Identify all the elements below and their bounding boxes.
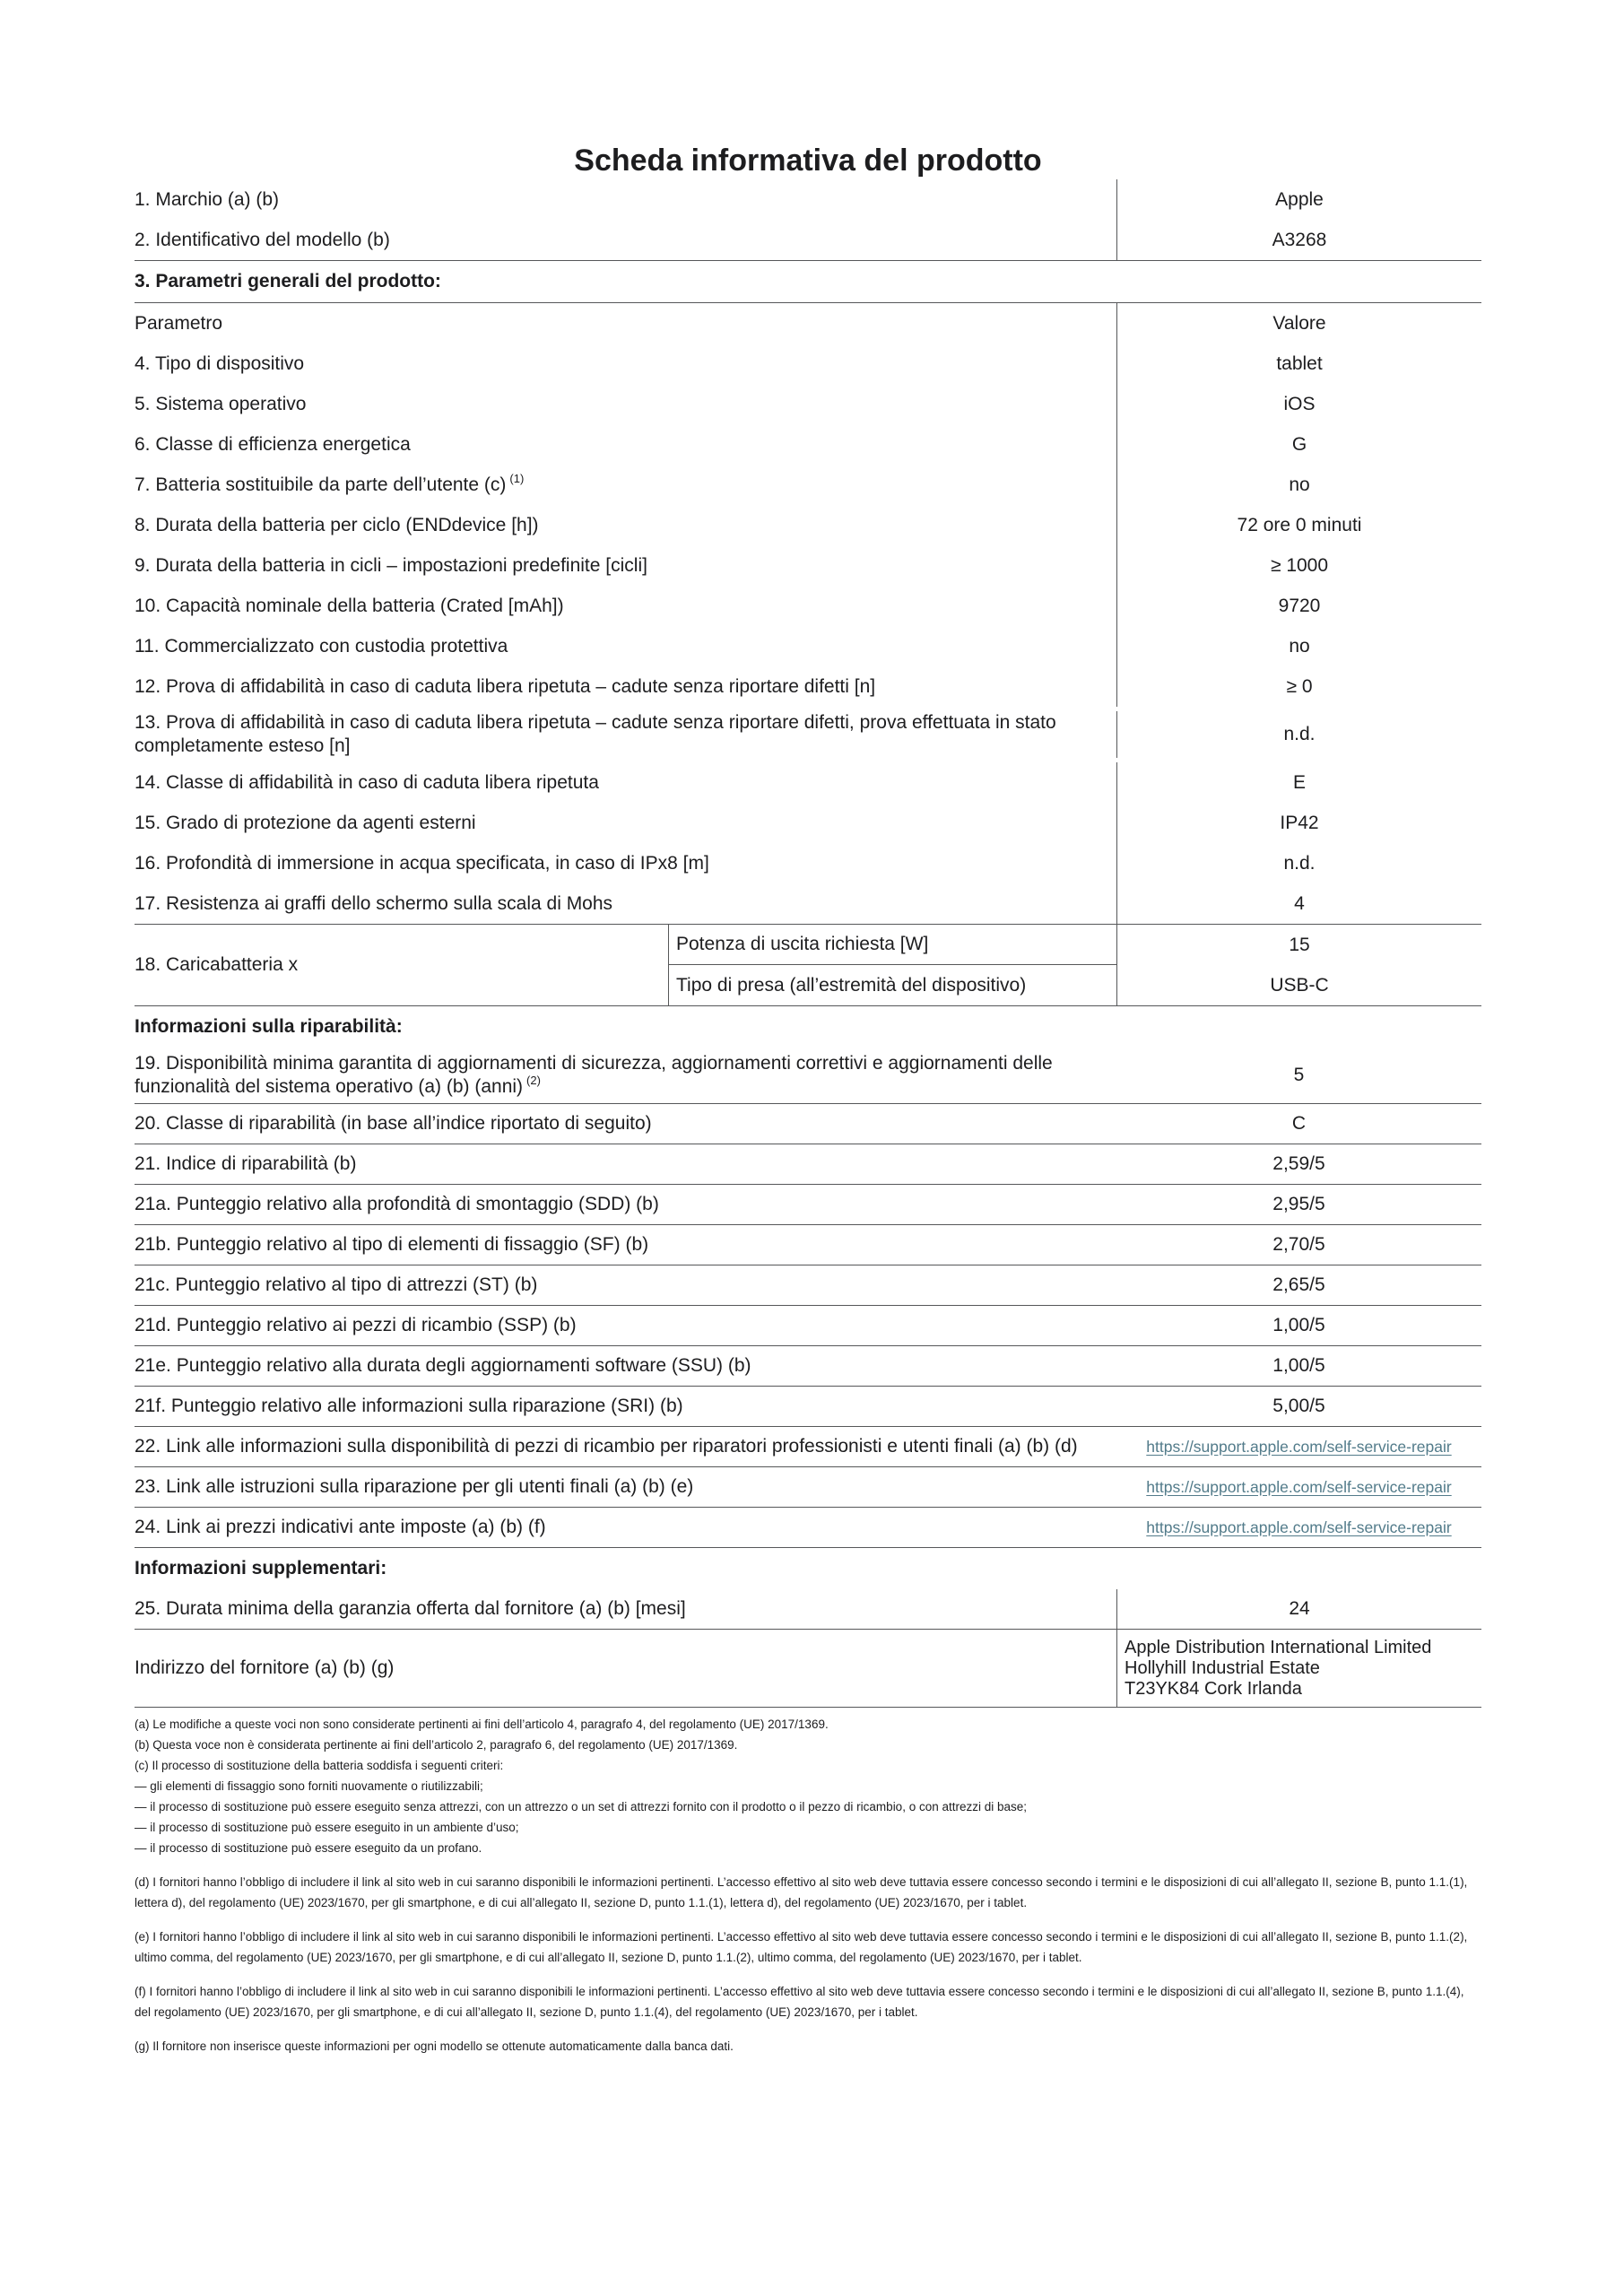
row-label: 13. Prova di affidabilità in caso di caduta libera ripetuta – cadute senza riportare difetti, prova effettuata in stato completamente esteso [n] xyxy=(135,712,1056,756)
row-punteggio-sdd xyxy=(135,1185,1481,1225)
row-label: 21d. Punteggio relativo ai pezzi di ricambio (SSP) (b) xyxy=(135,1315,577,1335)
row-punteggio-sri xyxy=(135,1387,1481,1427)
repairability-heading: Informazioni sulla riparabilità: xyxy=(135,1016,403,1037)
row-value: IP42 xyxy=(1116,803,1481,843)
row-value: G xyxy=(1116,424,1481,465)
row-punteggio-ssu xyxy=(135,1346,1481,1387)
row-label: 5. Sistema operativo xyxy=(135,393,307,414)
footnote-d: (d) I fornitori hanno l’obbligo di includere il link al sito web in cui saranno disponibili le informazioni pertinenti. L’accesso effettivo al sito web deve tuttavia essere concesso secondo i termini e le disposizioni di cui all’allegato II, sezione B, punto 1.1.(1), lettera d), del regolamento (UE) 2023/1670, per gli smartphone, e di cui all’allegato II, sezione D, punto 1.1.(1), lettera d), del regolamento (UE) 2023/1670, per i tablet. xyxy=(135,1875,1468,1909)
row-label: 8. Durata della batteria per ciclo (ENDdevice [h]) xyxy=(135,514,539,535)
row-label: 25. Durata minima della garanzia offerta dal fornitore (a) (b) [mesi] xyxy=(135,1598,686,1619)
charger-value-presa: USB-C xyxy=(1116,965,1481,1005)
row-value: ≥ 0 xyxy=(1116,666,1481,707)
supplier-address-line: T23YK84 Cork Irlanda xyxy=(1125,1678,1302,1699)
row-value xyxy=(1116,1467,1481,1507)
row-label-text: 19. Disponibilità minima garantita di aggiornamenti di sicurezza, aggiornamenti correttivi e aggiornamenti delle funzionalità del sistema operativo (a) (b) (anni) xyxy=(135,1053,1053,1097)
row-label: 2. Identificativo del modello (b) xyxy=(135,229,390,250)
supplier-address-line: Apple Distribution International Limited xyxy=(1125,1637,1432,1657)
row-label: 21f. Punteggio relativo alle informazioni sulla riparazione (SRI) (b) xyxy=(135,1396,683,1416)
row-value: tablet xyxy=(1116,344,1481,384)
row-value: no xyxy=(1116,626,1481,666)
row-resistenza-graffi xyxy=(135,883,1481,924)
column-header-parametro: Parametro xyxy=(135,312,223,334)
charger-param-presa: Tipo di presa (all’estremità del dispositivo) xyxy=(668,965,1116,1005)
row-label-text: 7. Batteria sostituibile da parte dell’utente (c) xyxy=(135,474,507,495)
row-label: 9. Durata della batteria in cicli – impostazioni predefinite [cicli] xyxy=(135,554,647,576)
row-durata-batteria-ciclo xyxy=(135,505,1481,545)
row-caricabatteria xyxy=(135,925,1481,1006)
footnote-c-item: — gli elementi di fissaggio sono forniti nuovamente o riutilizzabili; xyxy=(135,1779,483,1793)
general-parameters-heading: 3. Parametri generali del prodotto: xyxy=(135,261,1481,303)
row-punteggio-st xyxy=(135,1265,1481,1306)
row-profondita-immersione xyxy=(135,843,1481,883)
row-value: n.d. xyxy=(1116,711,1481,758)
row-grado-protezione xyxy=(135,803,1481,843)
row-sistema-operativo xyxy=(135,384,1481,424)
row-classe-affidabilita xyxy=(135,762,1481,803)
row-tipo-dispositivo xyxy=(135,344,1481,384)
row-label xyxy=(135,1052,1116,1099)
self-service-repair-link[interactable]: https://support.apple.com/self-service-repair xyxy=(1146,1518,1452,1536)
row-label: 21b. Punteggio relativo al tipo di elementi di fissaggio (SF) (b) xyxy=(135,1234,649,1255)
row-label: 10. Capacità nominale della batteria (Crated [mAh]) xyxy=(135,595,564,616)
row-value: iOS xyxy=(1116,384,1481,424)
footnote-g: (g) Il fornitore non inserisce queste informazioni per ogni modello se ottenute automaticamente dalla banca dati. xyxy=(135,2039,734,2053)
row-value: 2,59/5 xyxy=(1272,1153,1325,1174)
row-label: 14. Classe di affidabilità in caso di caduta libera ripetuta xyxy=(135,771,599,793)
footnote-c-item: — il processo di sostituzione può essere eseguito in un ambiente d’uso; xyxy=(135,1821,519,1834)
row-value: 1,00/5 xyxy=(1272,1355,1325,1376)
row-custodia-protettiva xyxy=(135,626,1481,666)
row-link-prezzi xyxy=(135,1508,1481,1548)
row-label: 11. Commercializzato con custodia protettiva xyxy=(135,635,508,657)
row-value: 2,95/5 xyxy=(1272,1194,1325,1214)
row-label: 21a. Punteggio relativo alla profondità di smontaggio (SDD) (b) xyxy=(135,1194,659,1214)
footnote-c-item: — il processo di sostituzione può essere eseguito da un profano. xyxy=(135,1841,482,1855)
row-indirizzo-fornitore xyxy=(135,1630,1481,1707)
row-garanzia xyxy=(135,1589,1481,1630)
table-header-row xyxy=(135,303,1481,344)
row-label: 24. Link ai prezzi indicativi ante imposte (a) (b) (f) xyxy=(135,1517,546,1537)
row-value: 5,00/5 xyxy=(1272,1396,1325,1416)
sheet-content xyxy=(0,142,1624,2057)
row-classe-riparabilita xyxy=(135,1104,1481,1144)
supplier-address xyxy=(1116,1630,1481,1707)
row-label: 12. Prova di affidabilità in caso di caduta libera ripetuta – cadute senza riportare difetti [n] xyxy=(135,675,876,697)
row-value: 5 xyxy=(1293,1065,1305,1085)
row-label: 23. Link alle istruzioni sulla riparazione per gli utenti finali (a) (b) (e) xyxy=(135,1476,694,1497)
row-value: E xyxy=(1116,762,1481,803)
identity-section xyxy=(135,179,1481,261)
row-value: no xyxy=(1116,465,1481,505)
footnote-e: (e) I fornitori hanno l’obbligo di includere il link al sito web in cui saranno disponibili le informazioni pertinenti. L’accesso effettivo al sito web deve tuttavia essere concesso secondo i termini e le disposizioni di cui all’allegato II, sezione B, punto 1.1.(2), ultimo comma, del regolamento (UE) 2023/1670, per gli smartphone, e di cui all’allegato II, sezione D, punto 1.1.(2), ultimo comma, del regolamento (UE) 2023/1670, per i tablet. xyxy=(135,1930,1468,1964)
row-link-pezzi-ricambio xyxy=(135,1427,1481,1467)
row-value: 2,65/5 xyxy=(1272,1274,1325,1295)
row-indice-riparabilita xyxy=(135,1144,1481,1185)
row-label: 17. Resistenza ai graffi dello schermo sulla scala di Mohs xyxy=(135,892,613,914)
row-label: 6. Classe di efficienza energetica xyxy=(135,433,411,455)
row-label: Indirizzo del fornitore (a) (b) (g) xyxy=(135,1657,395,1678)
row-label: 15. Grado di protezione da agenti esterni xyxy=(135,812,476,833)
page-title: Scheda informativa del prodotto xyxy=(574,144,1042,178)
row-label: 4. Tipo di dispositivo xyxy=(135,352,305,374)
general-parameters-section xyxy=(135,303,1481,925)
row-label: 20. Classe di riparabilità (in base all’indice riportato di seguito) xyxy=(135,1113,652,1134)
row-punteggio-sf xyxy=(135,1225,1481,1265)
row-label: 18. Caricabatteria x xyxy=(135,954,299,975)
row-classe-efficienza xyxy=(135,424,1481,465)
footnote-c: (c) Il processo di sostituzione della batteria soddisfa i seguenti criteri: xyxy=(135,1759,504,1772)
row-value: Apple xyxy=(1116,179,1481,220)
row-value: 2,70/5 xyxy=(1272,1234,1325,1255)
supplier-address-line: Hollyhill Industrial Estate xyxy=(1125,1657,1320,1678)
footnote-c-item: — il processo di sostituzione può essere eseguito senza attrezzi, con un attrezzo o un set di attrezzi fornito con il prodotto o il pezzo di ricambio, o con attrezzi di base; xyxy=(135,1800,1028,1813)
row-value: C xyxy=(1291,1113,1307,1134)
row-value: ≥ 1000 xyxy=(1116,545,1481,586)
supplementary-section xyxy=(135,1589,1481,1708)
row-value: 9720 xyxy=(1116,586,1481,626)
row-value: 24 xyxy=(1116,1589,1481,1629)
footnote-b: (b) Questa voce non è considerata pertinente ai fini dell’articolo 2, paragrafo 6, del regolamento (UE) 2017/1369. xyxy=(135,1738,738,1752)
column-header-valore: Valore xyxy=(1116,303,1481,344)
row-prova-caduta xyxy=(135,666,1481,707)
self-service-repair-link[interactable]: https://support.apple.com/self-service-repair xyxy=(1146,1437,1452,1456)
footnote-a: (a) Le modifiche a queste voci non sono considerate pertinenti ai fini dell’articolo 4, paragrafo 4, del regolamento (UE) 2017/1369. xyxy=(135,1718,829,1731)
supplementary-heading: Informazioni supplementari: xyxy=(135,1558,387,1578)
row-value: n.d. xyxy=(1116,843,1481,883)
footnote-ref-2: (2) xyxy=(526,1074,541,1087)
row-label: 21c. Punteggio relativo al tipo di attrezzi (ST) (b) xyxy=(135,1274,538,1295)
charger-param-potenza: Potenza di uscita richiesta [W] xyxy=(668,925,1116,965)
row-value: 1,00/5 xyxy=(1272,1315,1325,1335)
row-label: 22. Link alle informazioni sulla disponibilità di pezzi di ricambio per riparatori professionisti e utenti finali (a) (b) (d) xyxy=(135,1436,1078,1457)
row-aggiornamenti-garantiti xyxy=(135,1048,1481,1104)
row-capacita-batteria xyxy=(135,586,1481,626)
row-prova-caduta-esteso xyxy=(135,707,1481,762)
row-label: 21e. Punteggio relativo alla durata degli aggiornamenti software (SSU) (b) xyxy=(135,1355,751,1376)
footnote-f: (f) I fornitori hanno l’obbligo di includere il link al sito web in cui saranno disponibili le informazioni pertinenti. L’accesso effettivo al sito web deve tuttavia essere concesso secondo i termini e le disposizioni di cui all’allegato II, sezione B, punto 1.1.(4), del regolamento (UE) 2023/1670, per gli smartphone, e di cui all’allegato II, sezione D, punto 1.1.(4), del regolamento (UE) 2023/1670, per i tablet. xyxy=(135,1985,1464,2019)
repairability-section xyxy=(135,1048,1481,1548)
row-value xyxy=(1116,1508,1481,1547)
row-label xyxy=(135,471,1116,497)
row-marchio xyxy=(135,179,1481,220)
row-batteria-sostituibile xyxy=(135,465,1481,505)
self-service-repair-link[interactable]: https://support.apple.com/self-service-repair xyxy=(1146,1477,1452,1496)
row-label: 21. Indice di riparabilità (b) xyxy=(135,1153,357,1174)
row-link-istruzioni xyxy=(135,1467,1481,1508)
footnote-ref-1: (1) xyxy=(509,471,525,485)
row-durata-batteria-cicli xyxy=(135,545,1481,586)
row-label: 16. Profondità di immersione in acqua specificata, in caso di IPx8 [m] xyxy=(135,852,709,874)
row-label: 1. Marchio (a) (b) xyxy=(135,188,280,210)
footnotes-section xyxy=(135,1708,1481,2057)
row-identificativo-modello xyxy=(135,220,1481,260)
charger-value-potenza: 15 xyxy=(1116,925,1481,965)
row-value xyxy=(1116,1427,1481,1466)
row-value: 4 xyxy=(1116,883,1481,924)
row-punteggio-ssp xyxy=(135,1306,1481,1346)
row-value: 72 ore 0 minuti xyxy=(1116,505,1481,545)
row-value: A3268 xyxy=(1116,220,1481,260)
